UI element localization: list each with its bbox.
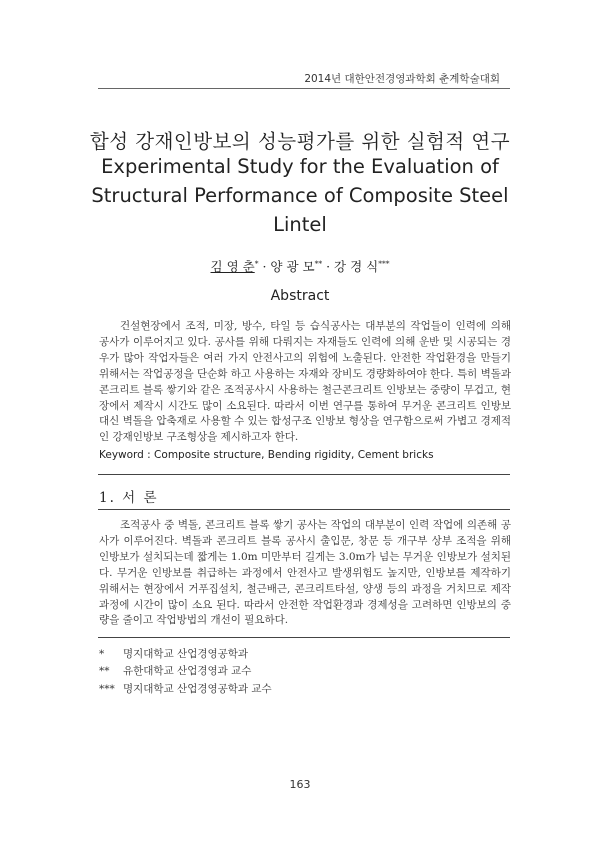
section-divider bbox=[98, 474, 510, 475]
author-mark: ** bbox=[314, 258, 323, 268]
korean-title: 합성 강재인방보의 성능평가를 위한 실험적 연구 bbox=[89, 130, 511, 153]
abstract-heading: Abstract bbox=[270, 288, 330, 304]
english-title: Experimental Study for the Evaluation of Structural Performance of Composite Steel Lintel bbox=[91, 155, 509, 236]
keyword-line: Keyword : Composite structure, Bending rigidity, Cement bricks bbox=[99, 449, 434, 461]
header-divider bbox=[98, 88, 510, 89]
section-title: 1. 서 론 bbox=[99, 490, 159, 506]
footnote bbox=[99, 681, 272, 696]
author-separator: · bbox=[262, 259, 267, 274]
author-name: 양 광 모 bbox=[270, 259, 315, 274]
author-line bbox=[0, 257, 600, 275]
footnote-mark: *** bbox=[99, 683, 115, 695]
page-number: 163 bbox=[289, 778, 311, 791]
introduction-body: 조적공사 중 벽돌, 콘크리트 블록 쌓기 공사는 작업의 대부분이 인력 작업에 의존해 공사가 이루어진다. 벽돌과 콘크리트 블록 공사시 출입문, 창문 등 개구부 상부 조적을 위해 인방보가 설치되는데 짧게는 1.0m 미만부터 길게는 3.0m가 넘는 무거운 인방보가 설치된다. 무거운 인방보를 취급하는 과정에서 안전사고 발생위험도 높지만, 인방보를 제작하기 위해서는 현장에서 거푸집설치, 철근배근, 콘크리트타설, 양생 등의 과정을 거치므로 제작과정에 시간이 많이 소요 된다. 따라서 안전한 작업환경과 경제성을 고려하면 인방보의 중량을 줄이고 작업방법의 개선이 필요하다. bbox=[99, 519, 511, 627]
author-mark: *** bbox=[378, 258, 390, 268]
conference-header: 2014년 대한안전경영과학회 춘계학술대회 bbox=[304, 73, 500, 85]
abstract-body: 건설현장에서 조적, 미장, 방수, 타일 등 습식공사는 대부분의 작업들이 인력에 의해 공사가 이루어지고 있다. 공사를 위해 다뤄지는 자재들도 인력에 의해 운반 및 시공되는 경우가 많아 작업자들은 여러 가지 안전사고의 위험에 노출된다. 안전한 작업환경을 만들기 위해서는 작업공정을 단순화 하고 사용하는 자재와 장비도 경량화하여야 한다. 특히 벽돌과 콘크리트 블록 쌓기와 같은 조적공사시 사용하는 철근콘크리트 인방보는 중량이 무겁고, 현장에서 제작시 시간도 많이 소요된다. 따라서 이번 연구를 통하여 무거운 콘크리트 인방보 대신 벽돌을 압축재로 사용할 수 있는 합성구조 인방보 형상을 연구함으로써 가볍고 경제적인 강재인방보 구조형상을 제시하고자 한다. bbox=[99, 320, 512, 444]
footnote bbox=[99, 646, 248, 661]
footnote-divider bbox=[98, 637, 510, 638]
footnote bbox=[99, 663, 251, 678]
author-separator: · bbox=[326, 259, 331, 274]
footnote-text: 유한대학교 산업경영과 교수 bbox=[123, 665, 252, 677]
author-name: 김 영 춘 bbox=[210, 259, 255, 274]
section-divider bbox=[98, 509, 510, 510]
footnote-mark: * bbox=[99, 648, 105, 660]
author-name: 강 경 식 bbox=[334, 259, 379, 274]
footnote-mark: ** bbox=[99, 665, 110, 677]
footnote-text: 명지대학교 산업경영공학과 bbox=[123, 648, 249, 660]
footnote-text: 명지대학교 산업경영공학과 교수 bbox=[123, 683, 272, 695]
author-mark: * bbox=[254, 258, 259, 268]
